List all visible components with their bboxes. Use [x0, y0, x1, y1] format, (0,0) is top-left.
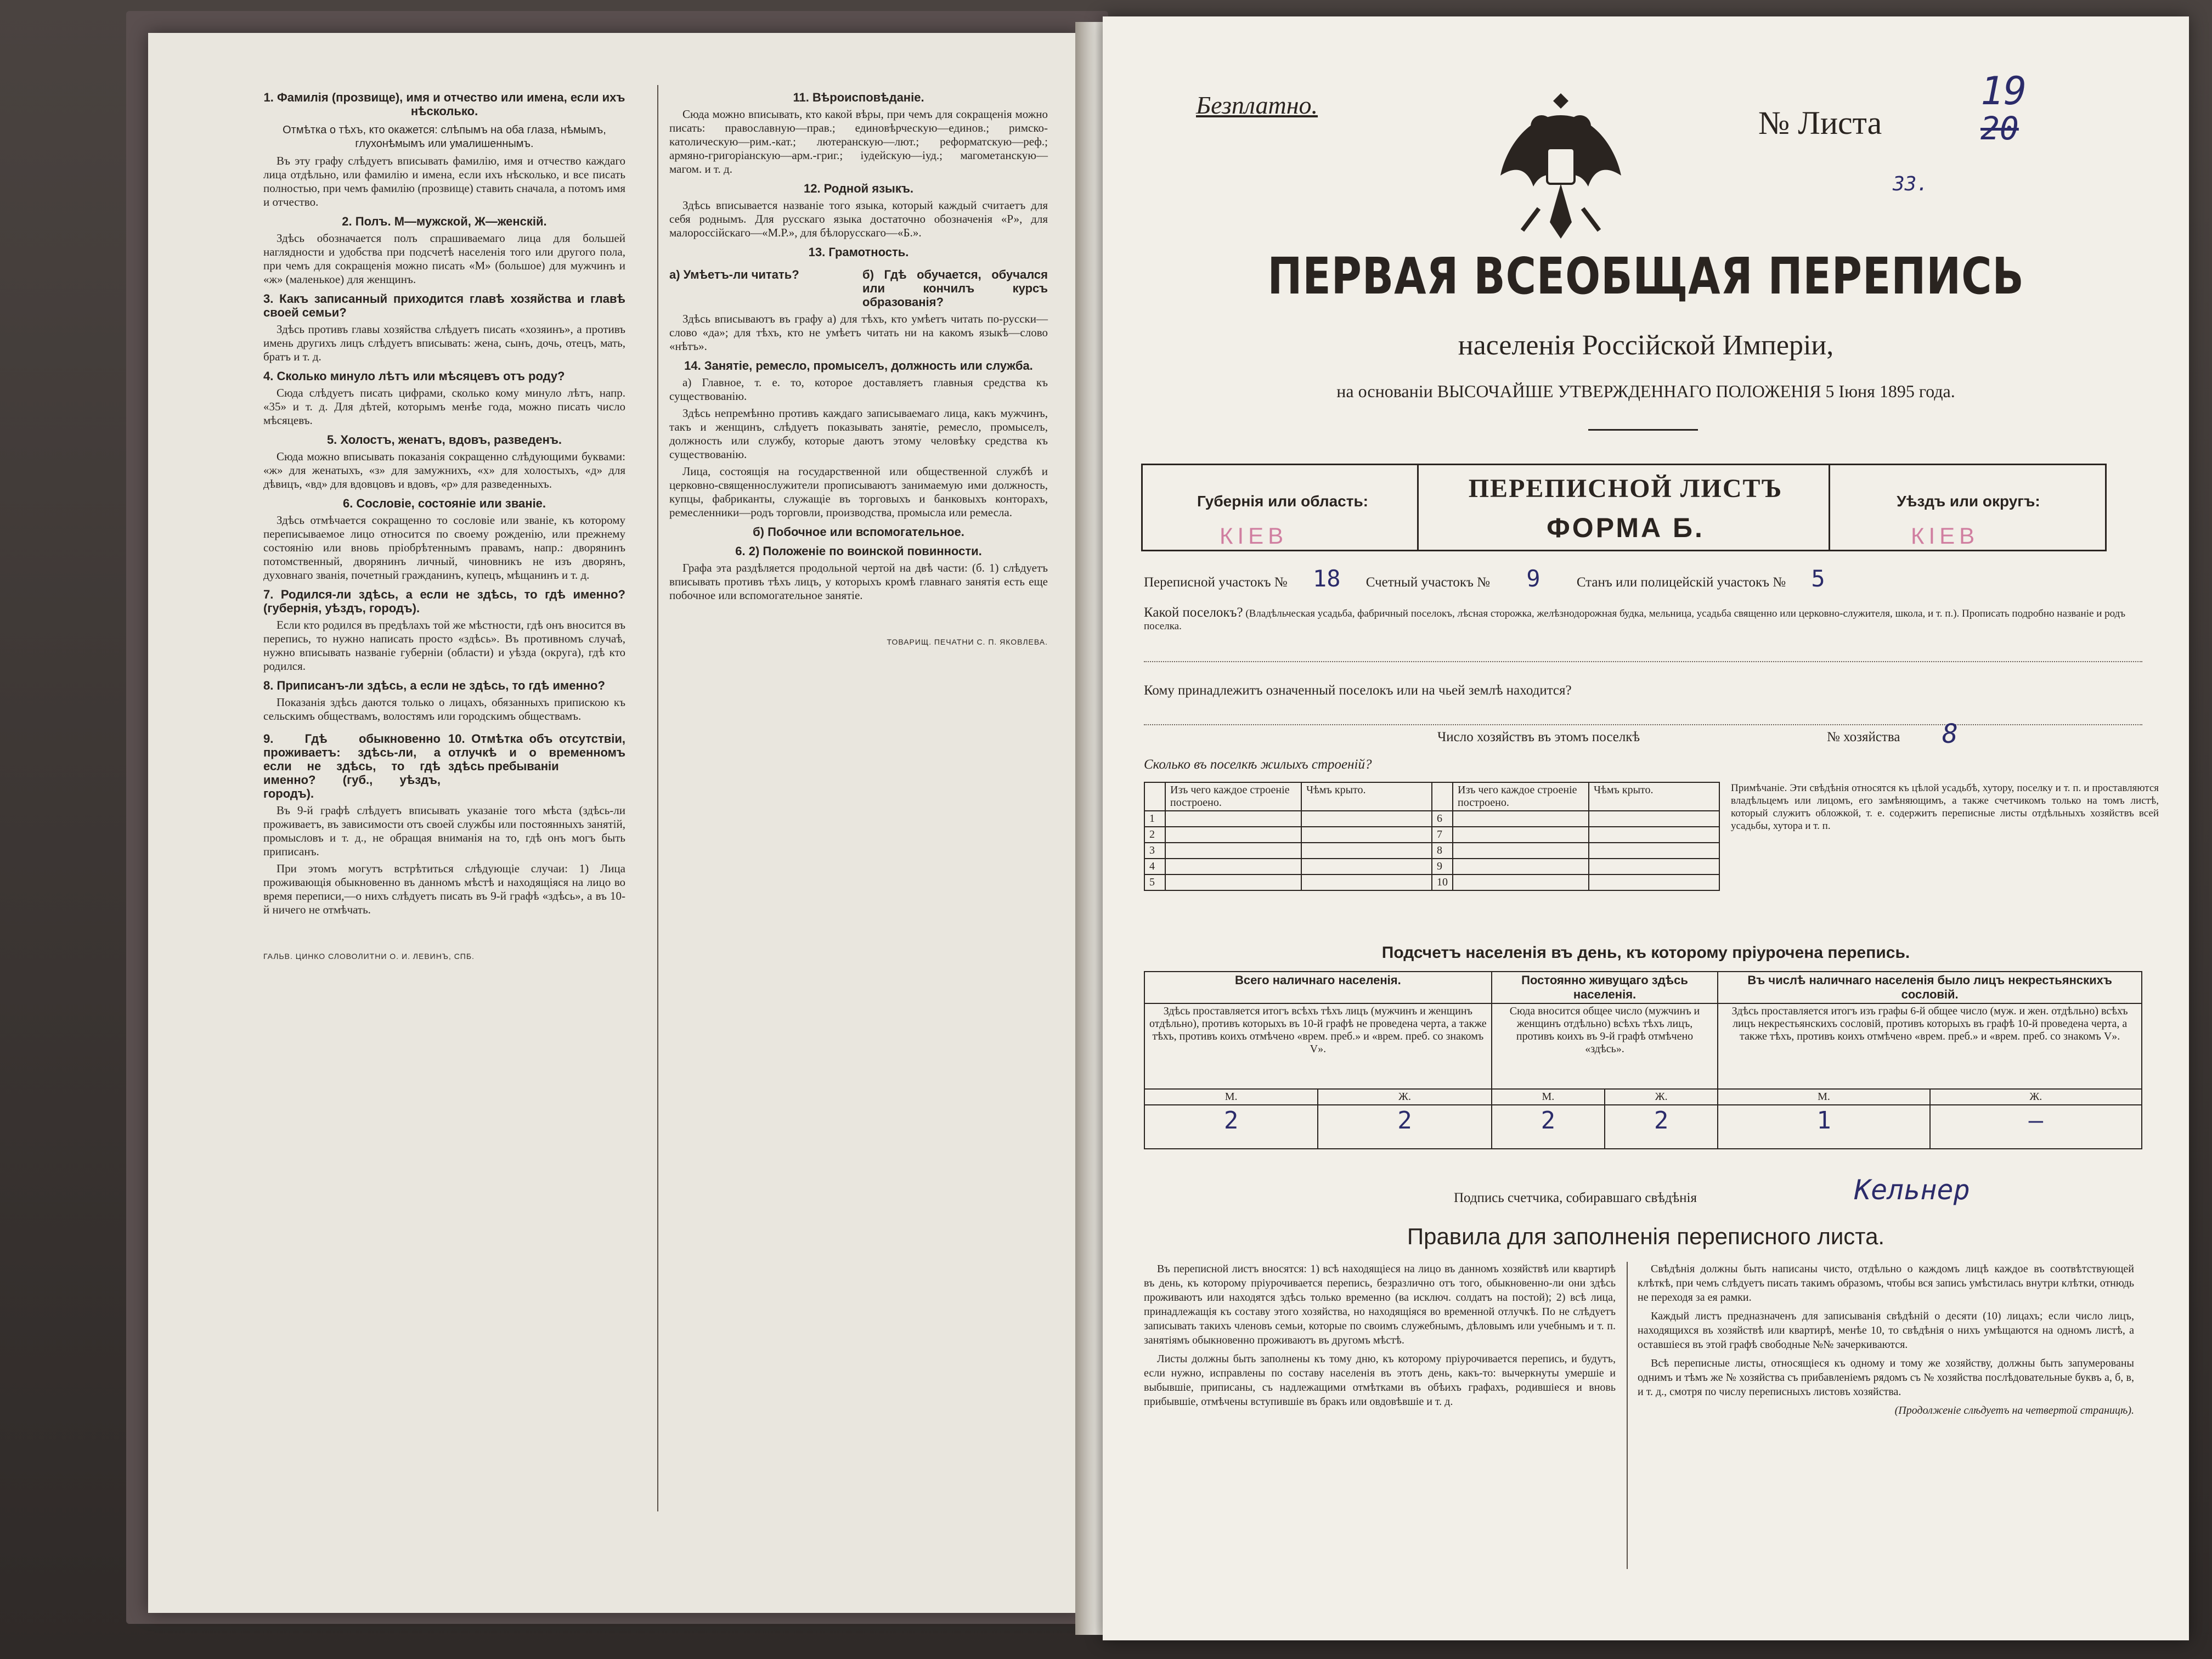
rules-paragraph-5: Всѣ переписные листы, относящіеся къ одному и тому же хозяйству, должны быть запумерованы однимъ и тѣмъ же № хозяйства съ прибавленіемъ рядомъ съ № хозяйства послѣдовательные буквъ а, б, в, и т. д., смотря по числу переписныхъ листовъ хозяйства. — [1638, 1357, 2134, 1398]
section-7-title: 7. Родился-ли здѣсь, а если не здѣсь, то гдѣ именно? (губернія, уѣздъ, городъ). — [263, 588, 625, 615]
continued-note: (Продолженіе слѣдуетъ на четвертой страницѣ). — [1894, 1404, 2134, 1417]
schet-label: Счетный участокъ № — [1365, 575, 1491, 590]
col-female: Ж. — [1605, 1089, 1718, 1105]
col-male: М. — [1144, 1089, 1318, 1105]
section-9-title: 9. Гдѣ обыкновенно проживаетъ: здѣсь-ли, а если не здѣсь, то гдѣ именно? (губ., уѣздъ, городъ). — [263, 732, 441, 800]
form-main-title: ПЕРВАЯ ВСЕОБЩАЯ ПЕРЕПИСЬ — [1267, 247, 2024, 306]
section-9-text: Въ 9-й графѣ слѣдуетъ вписывать указаніе того мѣста (здѣсь-ли проживаетъ, въ зависимости отъ своей службы или постоянныхъ занятій, промысловъ и т. д., не обращая вниманія на то, гдѣ онъ могъ быть приписанъ. — [263, 804, 625, 858]
gubernia-label: Губернія или область: — [1197, 493, 1369, 510]
signature-value[interactable]: Кельнер — [1854, 1174, 1970, 1206]
section-8-title: 8. Приписанъ-ли здѣсь, а если не здѣсь, то гдѣ именно? — [263, 679, 605, 692]
section-14c: 6. 2) Положеніе по воинской повинности. — [735, 544, 982, 558]
col-female: Ж. — [1930, 1089, 2142, 1105]
section-14-title: 14. Занятіе, ремесло, промыселъ, должность или служба. — [684, 359, 1033, 373]
buildings-table — [1144, 782, 1720, 891]
section-14-text-3: Графа эта раздѣляется продольной чертой на двѣ части: (б. 1) слѣдуетъ вписывать противъ тѣхъ лицъ, у которыхъ кромѣ главнаго занятія есть еще побочное или вспомогательное занятіе. — [669, 561, 1048, 602]
stan-value[interactable]: 5 — [1811, 565, 1825, 592]
section-12-text: Здѣсь вписывается названіе того языка, который каждый считаетъ для себя роднымъ. Для русскаго языка достаточно обозначенія «Р», для малороссійскаго—«М.Р.», для бѣлорусскаго—«Б.». — [669, 199, 1048, 239]
col-male: М. — [1492, 1089, 1605, 1105]
uchastok-value[interactable]: 18 — [1312, 565, 1341, 592]
nonpeasant-male-value[interactable]: 1 — [1718, 1105, 1929, 1149]
section-5-text: Сюда можно вписывать показанія сокращенно слѣдующими буквами: «ж» для женатыхъ, «з» для замужнихъ, «х» для холостыхъ, «д» для дѣвицъ, «вд» для вдовцовъ и вдовъ, «р» для разведенныхъ. — [263, 450, 625, 490]
household-no-value[interactable]: 8 — [1942, 719, 1958, 749]
resident-pop-desc: Сюда вносится общее число (мужчинъ и женщинъ отдѣльно) всѣхъ тѣхъ лицъ, противъ коихъ въ 9-й графѣ отмѣчено «здѣсь». — [1492, 1003, 1718, 1089]
section-1-text: Въ эту графу слѣдуетъ вписывать фамилію, имя и отчество каждаго лица отдѣльно, или фамилію и имена, если ихъ нѣсколько, и все писать полностью, при чемъ фамилію (прозвище) ставить сначала, а потомъ имя и отчество. — [263, 154, 625, 208]
resident-male-value[interactable]: 2 — [1492, 1105, 1605, 1149]
rules-divider — [1627, 1262, 1628, 1569]
column-divider — [657, 85, 658, 1511]
section-2-text: Здѣсь обозначается полъ спрашиваемаго лица для большей наглядности и удобства при подсчетѣ населенія того или другого пола, при чемъ для сокращенія можно писать «М» (большое) для мужчинъ и «ж» (маленькое) для женщинъ. — [263, 232, 625, 286]
section-14b: б) Побочное или вспомогательное. — [753, 525, 964, 539]
rules-paragraph-3: Свѣдѣнія должны быть написаны чисто, отдѣльно о каждомъ лицѣ каждое въ соотвѣтствующей клѣткѣ, при чемъ слѣдуетъ писать такимъ образомъ, чтобы вся запись умѣстилась внутри клѣтки, отнюдь не переходя за ея рамки. — [1638, 1263, 2134, 1304]
uchastok-label: Переписной участокъ № — [1144, 575, 1288, 590]
section-6-title: 6. Сословіе, состояніе или званіе. — [342, 496, 546, 510]
printer-mark-right: ТОВАРИЩ. ПЕЧАТНИ С. П. ЯКОВЛЕВА. — [887, 637, 1048, 646]
sheet-number-secondary: 33. — [1893, 173, 1929, 195]
present-male-value[interactable]: 2 — [1144, 1105, 1318, 1149]
section-2-title: 2. Полъ. М—мужской, Ж—женскій. — [342, 215, 547, 228]
section-14-text: Здѣсь непремѣнно противъ каждаго записываемаго лица, какъ мужчинъ, такъ и женщинъ, слѣдуетъ показывать занятіе, ремесло, промыселъ, должность или службу, которые даютъ этому человѣку средства къ существованію. — [669, 407, 1048, 461]
section-6-text: Здѣсь отмѣчается сокращенно то сословіе или званіе, къ которому переписываемое лицо относится по своему рожденію, или прежнему состоянію или вновь пріобрѣтеннымъ правамъ, напр.: дворянинъ потомственный, дворянинъ личный, чиновникъ не изъ дворянъ, духовнаго званія, почетный гражданинъ, купецъ, мѣщанинъ и т. д. — [263, 514, 625, 582]
section-13a: а) Умѣетъ-ли читать? — [669, 268, 799, 281]
rules-title: Правила для заполненія переписного листа. — [1407, 1223, 1885, 1249]
present-female-value[interactable]: 2 — [1318, 1105, 1491, 1149]
section-3-title: 3. Какъ записанный приходится главѣ хозяйства и главѣ своей семьи? — [263, 292, 625, 319]
table-row: 5 10 — [1144, 874, 1719, 890]
form-legal-basis: на основаніи ВЫСОЧАЙШЕ УТВЕРЖДЕННАГО ПОЛОЖЕНІЯ 5 Іюня 1895 года. — [1336, 381, 1955, 401]
district-line — [1144, 565, 2142, 592]
nonpeasant-pop-header: Въ числѣ наличнаго населенія было лицъ некрестьянскихъ сословій. — [1718, 972, 2142, 1003]
form-letter: ФОРМА Б. — [1547, 512, 1705, 543]
household-no-label: № хозяйства — [1827, 730, 1900, 744]
poselok-label: Какой поселокъ? — [1144, 605, 1243, 620]
build-material-header: Изъ чего каждое строеніе построено. — [1165, 782, 1301, 811]
table-row: 4 9 — [1144, 859, 1719, 874]
present-pop-header: Всего наличнаго населенія. — [1144, 972, 1492, 1003]
rules-paragraph-2: Листы должны быть заполнены къ тому дню, къ которому пріурочивается перепись, и будутъ, если нужно, исправлены по составу населенія въ этотъ день, какъ-то: вычеркнуты умершіе и выбывшіе, приписаны, съ надлежащими отмѣтками въ обѣихъ графахъ, родившіеся и вновь прибывшіе, отмѣчены вступившіе въ бракъ или овдовѣвшіе и т. д. — [1144, 1353, 1616, 1408]
population-table — [1144, 971, 2142, 1149]
section-13-title: 13. Грамотность. — [808, 245, 909, 259]
population-count-title: Подсчетъ населенія въ день, къ которому пріурочена перепись. — [1381, 944, 1910, 962]
table-row: 1 6 — [1144, 811, 1719, 827]
left-column-1 — [263, 85, 625, 1566]
buildings-label: Сколько въ поселкѣ жилыхъ строеній? — [1144, 757, 1372, 772]
rules-paragraph-4: Каждый листъ предназначенъ для записыванія свѣдѣній о десяти (10) лицахъ; если число лицъ, находящихся въ хозяйствѣ или квартирѣ, менѣе 10, то свѣдѣнія о нихъ умѣщаются на одномъ листѣ, а оставшіеся въ этой графѣ свободные №№ зачеркиваются. — [1638, 1310, 2134, 1351]
printer-mark-left: ГАЛЬВ. ЦИНКО СЛОВОЛИТНИ О. И. ЛЕВИНЪ, СПБ. — [263, 952, 475, 961]
section-1-note: Отмѣтка о тѣхъ, кто окажется: слѣпымъ на оба глаза, нѣмымъ, глухонѣмымъ или умалишеннымъ. — [283, 124, 606, 150]
section-14-text-2: Лица, состоящія на государственной или общественной службѣ и церковно-священнослужители прописываютъ занимаемую ими должность, купцы, фабриканты, служащіе въ торговыхъ и банковыхъ конторахъ, ремесленники—родъ торговли, производства, промысла или ремесла. — [669, 465, 1048, 519]
nonpeasant-pop-desc: Здѣсь проставляется итогъ изъ графы 6-й общее число (муж. и жен. отдѣльно) всѣхъ лицъ некрестьянскихъ сословій, противъ которыхъ въ графѣ 10-й проведена черта, а также тѣхъ, противъ коихъ отмѣчено «врем. преб.» и «врем. преб. со знакомъ V». — [1718, 1003, 2142, 1089]
census-form-page — [1103, 16, 2189, 1640]
section-12-title: 12. Родной языкъ. — [803, 182, 914, 195]
owner-label: Кому принадлежитъ означенный поселокъ или на чьей землѣ находится? — [1144, 683, 1572, 698]
section-11-title: 11. Вѣроисповѣданіе. — [793, 91, 924, 104]
household-count-label: Число хозяйствъ въ этомъ поселкѣ — [1437, 730, 1640, 744]
section-5-title: 5. Холостъ, женатъ, вдовъ, разведенъ. — [326, 433, 562, 447]
form-sheet-title: ПЕРЕПИСНОЙ ЛИСТЪ — [1468, 474, 1783, 503]
section-1-title: 1. Фамилія (прозвище), имя и отчество или имена, если ихъ нѣсколько. — [263, 91, 625, 118]
resident-pop-header: Постоянно живущаго здѣсь населенія. — [1492, 972, 1718, 1003]
build-roof-header-2: Чѣмъ крыто. — [1589, 782, 1719, 811]
rules-column-2 — [1638, 1262, 2134, 1418]
col-female: Ж. — [1318, 1089, 1491, 1105]
section-10-text: При этомъ могутъ встрѣтиться слѣдующіе случаи: 1) Лица проживающія обыкновенно въ данномъ мѣстѣ и находящіяся на лицо во время переписи,—о нихъ слѣдуетъ писать въ 9-й графѣ «здѣсь», а въ 10-й ничего не отмѣчать. — [263, 862, 625, 916]
section-8-text: Показанія здѣсь даются только о лицахъ, обязанныхъ припискою къ сельскимъ обществамъ, волостямъ или городскимъ обществамъ. — [263, 696, 625, 723]
uezd-value[interactable]: КІЕВ — [1911, 523, 1979, 549]
section-3-text: Здѣсь противъ главы хозяйства слѣдуетъ писать «хозяинъ», а противъ имень другихъ лицъ слѣдуетъ вписывать: жена, сынъ, дочь, отецъ, мать, братъ и т. д. — [263, 323, 625, 363]
gubernia-value[interactable]: КІЕВ — [1220, 523, 1288, 549]
sheet-number-label: № Листа — [1758, 105, 1882, 141]
form-subtitle: населенія Россійской Имперіи, — [1458, 330, 1834, 361]
section-4-text: Сюда слѣдуетъ писать цифрами, сколько кому минуло лѣтъ, напр. «35» и т. д. Для дѣтей, которымъ менѣе года, можно писать число мѣсяцевъ. — [263, 386, 625, 427]
section-11-text: Сюда можно вписывать, кто какой вѣры, при чемъ для сокращенія можно писать: православную—прав.; единовѣрческую—единов.; римско-католическую—рим.-кат.; лютеранскую—лют.; реформатскую—реф.; армяно-григоріанскую—арм.-григ.; іудейскую—іуд.; магометанскую—магом. и т. д. — [669, 108, 1048, 176]
build-roof-header: Чѣмъ крыто. — [1301, 782, 1432, 811]
schet-value[interactable]: 9 — [1526, 565, 1541, 592]
section-10-title: 10. Отмѣтка объ отсутствіи, отлучкѣ и о временномъ здѣсь пребываніи — [448, 732, 625, 773]
settlement-type-row — [1144, 606, 2142, 633]
left-page — [148, 33, 1081, 1613]
title-rule — [1588, 429, 1698, 431]
present-pop-desc: Здѣсь проставляется итогъ всѣхъ тѣхъ лицъ (мужчинъ и женщинъ отдѣльно), противъ которыхъ въ 10-й графѣ не проведена черта, а также тѣхъ, противъ коихъ отмѣчено «врем. преб.» и «врем. преб. со знакомъ V». — [1144, 1003, 1492, 1089]
nonpeasant-female-value[interactable]: — — [1930, 1105, 2142, 1149]
free-label: Безплатно. — [1196, 91, 1318, 119]
left-column-2 — [669, 85, 1048, 1566]
uezd-label: Уѣздъ или округъ: — [1897, 493, 2040, 510]
section-14a: а) Главное, т. е. то, которое доставляетъ главныя средства къ существованію. — [669, 376, 1048, 403]
build-material-header-2: Изъ чего каждое строеніе построено. — [1453, 782, 1589, 811]
rules-column-1 — [1144, 1262, 1616, 1409]
stan-label: Станъ или полицейскій участокъ № — [1576, 575, 1786, 590]
sheet-number-value: 19 — [1980, 69, 2027, 114]
note-text: Примѣчаніе. Эти свѣдѣнія относятся къ цѣлой усадьбѣ, хутору, поселку и т. п. и проставляются владѣльцемъ или лицомъ, его замѣняющимъ, а также счетчикомъ только на томъ листѣ, который служитъ обложкой, т. е. содержитъ переписные листы отдѣльныхъ хозяйствъ всей усадьбы, хутора и т. п. — [1731, 782, 2159, 832]
col-male: М. — [1718, 1089, 1929, 1105]
table-row: 3 8 — [1144, 843, 1719, 859]
section-4-title: 4. Сколько минуло лѣтъ или мѣсяцевъ отъ роду? — [263, 369, 565, 383]
resident-female-value[interactable]: 2 — [1605, 1105, 1718, 1149]
eagle-emblem-icon — [1495, 82, 1627, 247]
sheet-number-struck: 20 — [1980, 110, 2019, 147]
header-frame — [1141, 464, 2107, 551]
poselok-hint: (Владѣльческая усадьба, фабричный поселокъ, лѣсная сторожка, желѣзнодорожная будка, мельница, усадьба священно или церковно-служителя, школа, и т. п.). Прописать подробно названіе и родъ поселка. — [1144, 608, 2126, 632]
rules-paragraph-1: Въ переписной листъ вносятся: 1) всѣ находящіеся на лицо въ данномъ хозяйствѣ или квартирѣ въ день, къ которому пріурочивается перепись, безразлично отъ того, обыкновенно-ли они здѣсь проживаютъ или находятся здѣсь только временно (ва исключ. солдатъ на постой); 2) всѣ лица, принадлежащія къ составу этого хозяйства, но находящіяся во временной отлучкѣ. По не слѣдуетъ записывать такихъ членовъ семьи, которые по своимъ служебнымъ, дѣловымъ или учебнымъ и т. п. занятіямъ обыкновенно проживаютъ въ другомъ мѣстѣ. — [1144, 1263, 1616, 1346]
section-13b: б) Гдѣ обучается, обучался или кончилъ курсъ образованія? — [862, 268, 1048, 309]
owner-line[interactable] — [1144, 724, 2142, 725]
section-7-text: Если кто родился въ предѣлахъ той же мѣстности, гдѣ онъ вносится въ перепись, то нужно написать просто «здѣсь». Въ противномъ случаѣ, нужно вписывать названіе губерніи (области) и уѣзда (округа), гдѣ кто родился. — [263, 618, 625, 673]
table-row: 2 7 — [1144, 827, 1719, 843]
section-13-text: Здѣсь вписываютъ въ графу а) для тѣхъ, кто умѣетъ читать по-русски—слово «да»; для тѣхъ, кто не умѣетъ читать ни на какомъ языкѣ—слово «нѣтъ». — [669, 312, 1048, 353]
signature-label: Подпись счетчика, собиравшаго свѣдѣнія — [1454, 1190, 1697, 1205]
settlement-line-1[interactable] — [1144, 661, 2142, 662]
